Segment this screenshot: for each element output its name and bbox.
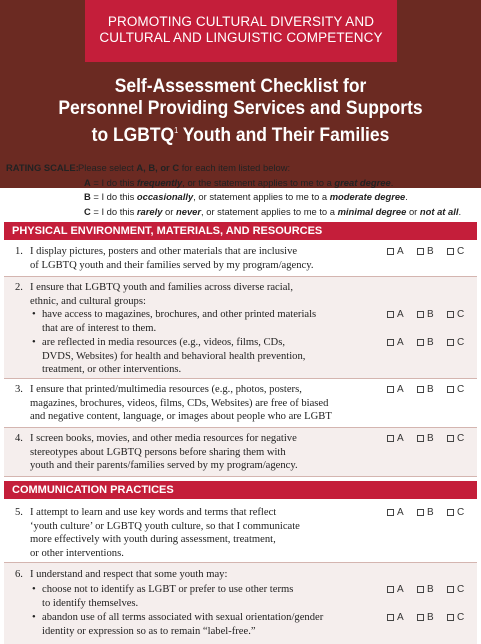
text-fragment: B	[427, 584, 434, 595]
text-fragment: C	[84, 205, 91, 217]
text-fragment: magazines, brochures, videos, films, CDs, Websites) are free of biased	[30, 397, 329, 409]
item-bullet-1: • have access to magazines, brochures, and other printed materials that are of interest to them.	[34, 308, 374, 335]
checkbox-icon[interactable]	[387, 509, 394, 516]
text-fragment: , or statement applies to me to a	[193, 191, 330, 202]
banner-line-1: PROMOTING CULTURAL DIVERSITY AND	[107, 14, 375, 29]
item-text	[30, 432, 378, 473]
text-fragment: C	[457, 612, 465, 623]
checklist-item-5	[4, 500, 477, 563]
text-fragment: minimal degree	[337, 205, 407, 217]
checkbox-icon[interactable]	[417, 339, 424, 346]
item-number: 3.	[15, 384, 23, 395]
text-fragment: or	[406, 205, 420, 217]
text-fragment: A	[397, 612, 404, 623]
option-b[interactable]	[417, 611, 447, 625]
option-c[interactable]	[447, 506, 477, 520]
text-fragment: = I do this	[90, 205, 137, 217]
rating-b	[6, 190, 478, 205]
text-fragment: C	[457, 309, 465, 320]
checkbox-icon[interactable]	[447, 248, 454, 255]
checklist-item-3	[4, 379, 477, 428]
text-fragment: youth and their parents/families served by my program/agency.	[30, 460, 298, 471]
text-fragment: great degree	[334, 176, 391, 188]
checkbox-icon[interactable]	[387, 311, 394, 318]
text-fragment: of LGBTQ youth and their families served by my program/agency.	[30, 259, 314, 271]
text-fragment: = I do this	[90, 191, 137, 202]
text-fragment: choose not to identify as LGBT or prefer to use other terms	[42, 584, 294, 595]
rating-options	[387, 383, 479, 397]
checkbox-icon[interactable]	[447, 614, 454, 621]
checkbox-icon[interactable]	[387, 586, 394, 593]
title-line-2: Personnel Providing Services and Supports	[58, 98, 423, 119]
text-fragment: or other interventions.	[30, 547, 124, 559]
text-fragment: rarely	[136, 205, 163, 217]
item-number: 4.	[15, 433, 23, 444]
option-b[interactable]	[417, 383, 447, 397]
checkbox-icon[interactable]	[447, 586, 454, 593]
rating-a	[6, 176, 478, 191]
item-number: 1.	[15, 246, 23, 257]
item-text	[30, 506, 378, 560]
checkbox-icon[interactable]	[387, 386, 394, 393]
topic-banner	[85, 0, 397, 62]
text-fragment: , or statement applies to me to a	[201, 205, 338, 217]
option-a[interactable]	[387, 245, 417, 259]
text-fragment: I screen books, movies, and other media resources for negative	[30, 433, 297, 444]
text-fragment: stereotypes about LGBTQ persons before sharing them with	[30, 446, 286, 458]
option-a[interactable]	[387, 383, 417, 397]
option-b[interactable]	[417, 336, 447, 350]
checkbox-icon[interactable]	[447, 339, 454, 346]
checkbox-icon[interactable]	[447, 311, 454, 318]
checkbox-icon[interactable]	[387, 339, 394, 346]
text-fragment: identity or expression so as to remain “label-free.”	[42, 625, 256, 637]
checkbox-icon[interactable]	[417, 248, 424, 255]
checkbox-icon[interactable]	[417, 386, 424, 393]
text-fragment: are reflected in media resources (e.g., videos, films, CDs,	[42, 337, 285, 348]
text-fragment: treatment, or other interventions.	[42, 364, 182, 375]
text-fragment: C	[457, 384, 465, 395]
item-number: 2.	[15, 282, 23, 293]
text-fragment: C	[457, 246, 465, 257]
text-fragment: A	[397, 584, 404, 595]
option-a[interactable]	[387, 432, 417, 446]
page-title	[19, 76, 462, 147]
text-fragment: for each item listed below:	[179, 162, 291, 173]
title-line-3-end: Youth and Their Families	[178, 125, 390, 146]
rating-options	[387, 432, 479, 446]
text-fragment: never	[176, 205, 202, 217]
option-c[interactable]	[447, 432, 477, 446]
text-fragment: A	[397, 507, 404, 518]
option-a[interactable]	[387, 611, 417, 625]
option-c[interactable]	[447, 583, 477, 597]
text-fragment: , or the statement applies to me to a	[182, 176, 335, 188]
checklist-item-4	[4, 428, 477, 477]
section-header-communication: COMMUNICATION PRACTICES	[4, 481, 477, 499]
text-fragment: ethnic, and cultural groups:	[30, 295, 146, 307]
option-b[interactable]	[417, 245, 447, 259]
text-fragment: B	[427, 246, 434, 257]
checkbox-icon[interactable]	[417, 509, 424, 516]
text-fragment: moderate degree	[329, 191, 406, 202]
text-fragment: .	[405, 191, 408, 202]
text-fragment: B	[427, 612, 434, 623]
checkbox-icon[interactable]	[447, 509, 454, 516]
item-text	[30, 245, 378, 272]
option-a[interactable]	[387, 506, 417, 520]
text-fragment: or	[162, 205, 176, 217]
text-fragment: A	[397, 246, 404, 257]
option-a[interactable]	[387, 583, 417, 597]
text-fragment: I attempt to learn and use key words and terms that reflect	[30, 507, 277, 518]
rating-options	[387, 611, 479, 625]
checklist-item-1	[4, 241, 477, 277]
rating-options	[387, 506, 479, 520]
text-fragment: C	[457, 433, 465, 444]
option-b[interactable]	[417, 506, 447, 520]
rating-options	[387, 583, 479, 597]
text-fragment: B	[427, 433, 434, 444]
text-fragment: to identify themselves.	[42, 597, 139, 609]
banner-line-2: CULTURAL AND LINGUISTIC COMPETENCY	[99, 30, 383, 45]
checkbox-icon[interactable]	[387, 435, 394, 442]
text-fragment: and negative content, language, or images about people who are LGBT	[30, 411, 332, 422]
text-fragment: that are of interest to them.	[42, 322, 157, 334]
title-line-3-start: to LGBTQ	[91, 125, 175, 146]
text-fragment: I ensure that LGBTQ youth and families across diverse racial,	[30, 282, 293, 293]
text-fragment: not at all	[419, 205, 459, 217]
text-fragment: ‘youth culture’ or LGBTQ youth culture, so that I communicate	[30, 520, 300, 532]
text-fragment: .	[458, 205, 462, 217]
item-text	[30, 383, 385, 424]
text-fragment: DVDS, Websites) for health and behavioral health prevention,	[42, 350, 306, 362]
text-fragment: C	[457, 584, 465, 595]
option-c[interactable]	[447, 383, 477, 397]
title-line-3	[19, 120, 462, 147]
text-fragment: B	[427, 384, 434, 395]
checklist-item-6	[4, 563, 477, 644]
text-fragment: Please select	[78, 162, 137, 173]
item-number: 6.	[15, 569, 23, 580]
option-c[interactable]	[447, 611, 477, 625]
text-fragment: I display pictures, posters and other materials that are inclusive	[30, 246, 298, 257]
text-fragment: B	[84, 191, 91, 202]
rating-options	[387, 245, 479, 259]
checkbox-icon[interactable]	[387, 614, 394, 621]
header-banner	[0, 0, 481, 188]
text-fragment: C	[457, 337, 465, 348]
item-number: 5.	[15, 507, 23, 518]
text-fragment: A	[84, 176, 91, 188]
title-line-1: Self-Assessment Checklist for	[114, 76, 367, 97]
text-fragment: have access to magazines, brochures, and other printed materials	[42, 309, 317, 320]
option-c[interactable]	[447, 245, 477, 259]
option-c[interactable]	[447, 336, 477, 350]
checkbox-icon[interactable]	[417, 435, 424, 442]
rating-scale-label: RATING SCALE:	[6, 162, 79, 173]
text-fragment: frequently	[136, 176, 183, 188]
text-fragment: A	[397, 384, 404, 395]
checkbox-icon[interactable]	[417, 614, 424, 621]
item-text: I understand and respect that some youth may:	[30, 569, 228, 580]
text-fragment: more effectively with youth during assessment, treatment,	[30, 534, 276, 545]
checklist-item-2	[4, 277, 477, 379]
text-fragment: A	[397, 433, 404, 444]
text-fragment: abandon use of all terms associated with sexual orientation/gender	[42, 612, 324, 623]
item-bullet-2: • abandon use of all terms associated with sexual orientation/gender identity or expression so as to remain “label-free.”	[34, 611, 374, 638]
checkbox-icon[interactable]	[387, 248, 394, 255]
option-b[interactable]	[417, 308, 447, 322]
option-a[interactable]	[387, 308, 417, 322]
option-b[interactable]	[417, 583, 447, 597]
checkbox-icon[interactable]	[447, 386, 454, 393]
option-b[interactable]	[417, 432, 447, 446]
text-fragment: A, B, or C	[136, 162, 180, 173]
checkbox-icon[interactable]	[447, 435, 454, 442]
item-text	[30, 281, 378, 308]
item-bullet-2: • are reflected in media resources (e.g., videos, films, CDs, DVDS, Websites) for health and behavioral health prevention, treatment, or other interventions.	[34, 336, 374, 377]
text-fragment: occasionally	[136, 191, 194, 202]
rating-scale	[6, 161, 478, 219]
option-a[interactable]	[387, 336, 417, 350]
text-fragment: C	[457, 507, 465, 518]
footnote-marker: 1	[174, 126, 179, 135]
text-fragment: I ensure that printed/multimedia resources (e.g., photos, posters,	[30, 384, 302, 395]
section-header-physical: PHYSICAL ENVIRONMENT, MATERIALS, AND RESOURCES	[4, 222, 477, 240]
checkbox-icon[interactable]	[417, 311, 424, 318]
text-fragment: A	[397, 337, 404, 348]
text-fragment: A	[397, 309, 404, 320]
rating-options	[387, 308, 479, 322]
checkbox-icon[interactable]	[417, 586, 424, 593]
item-bullet-1: • choose not to identify as LGBT or prefer to use other terms to identify themselves.	[34, 583, 374, 610]
text-fragment: B	[427, 507, 434, 518]
rating-options	[387, 336, 479, 350]
text-fragment: .	[390, 176, 394, 188]
rating-c	[6, 205, 478, 220]
option-c[interactable]	[447, 308, 477, 322]
text-fragment: = I do this	[90, 176, 137, 188]
text-fragment: B	[427, 337, 434, 348]
text-fragment: B	[427, 309, 434, 320]
